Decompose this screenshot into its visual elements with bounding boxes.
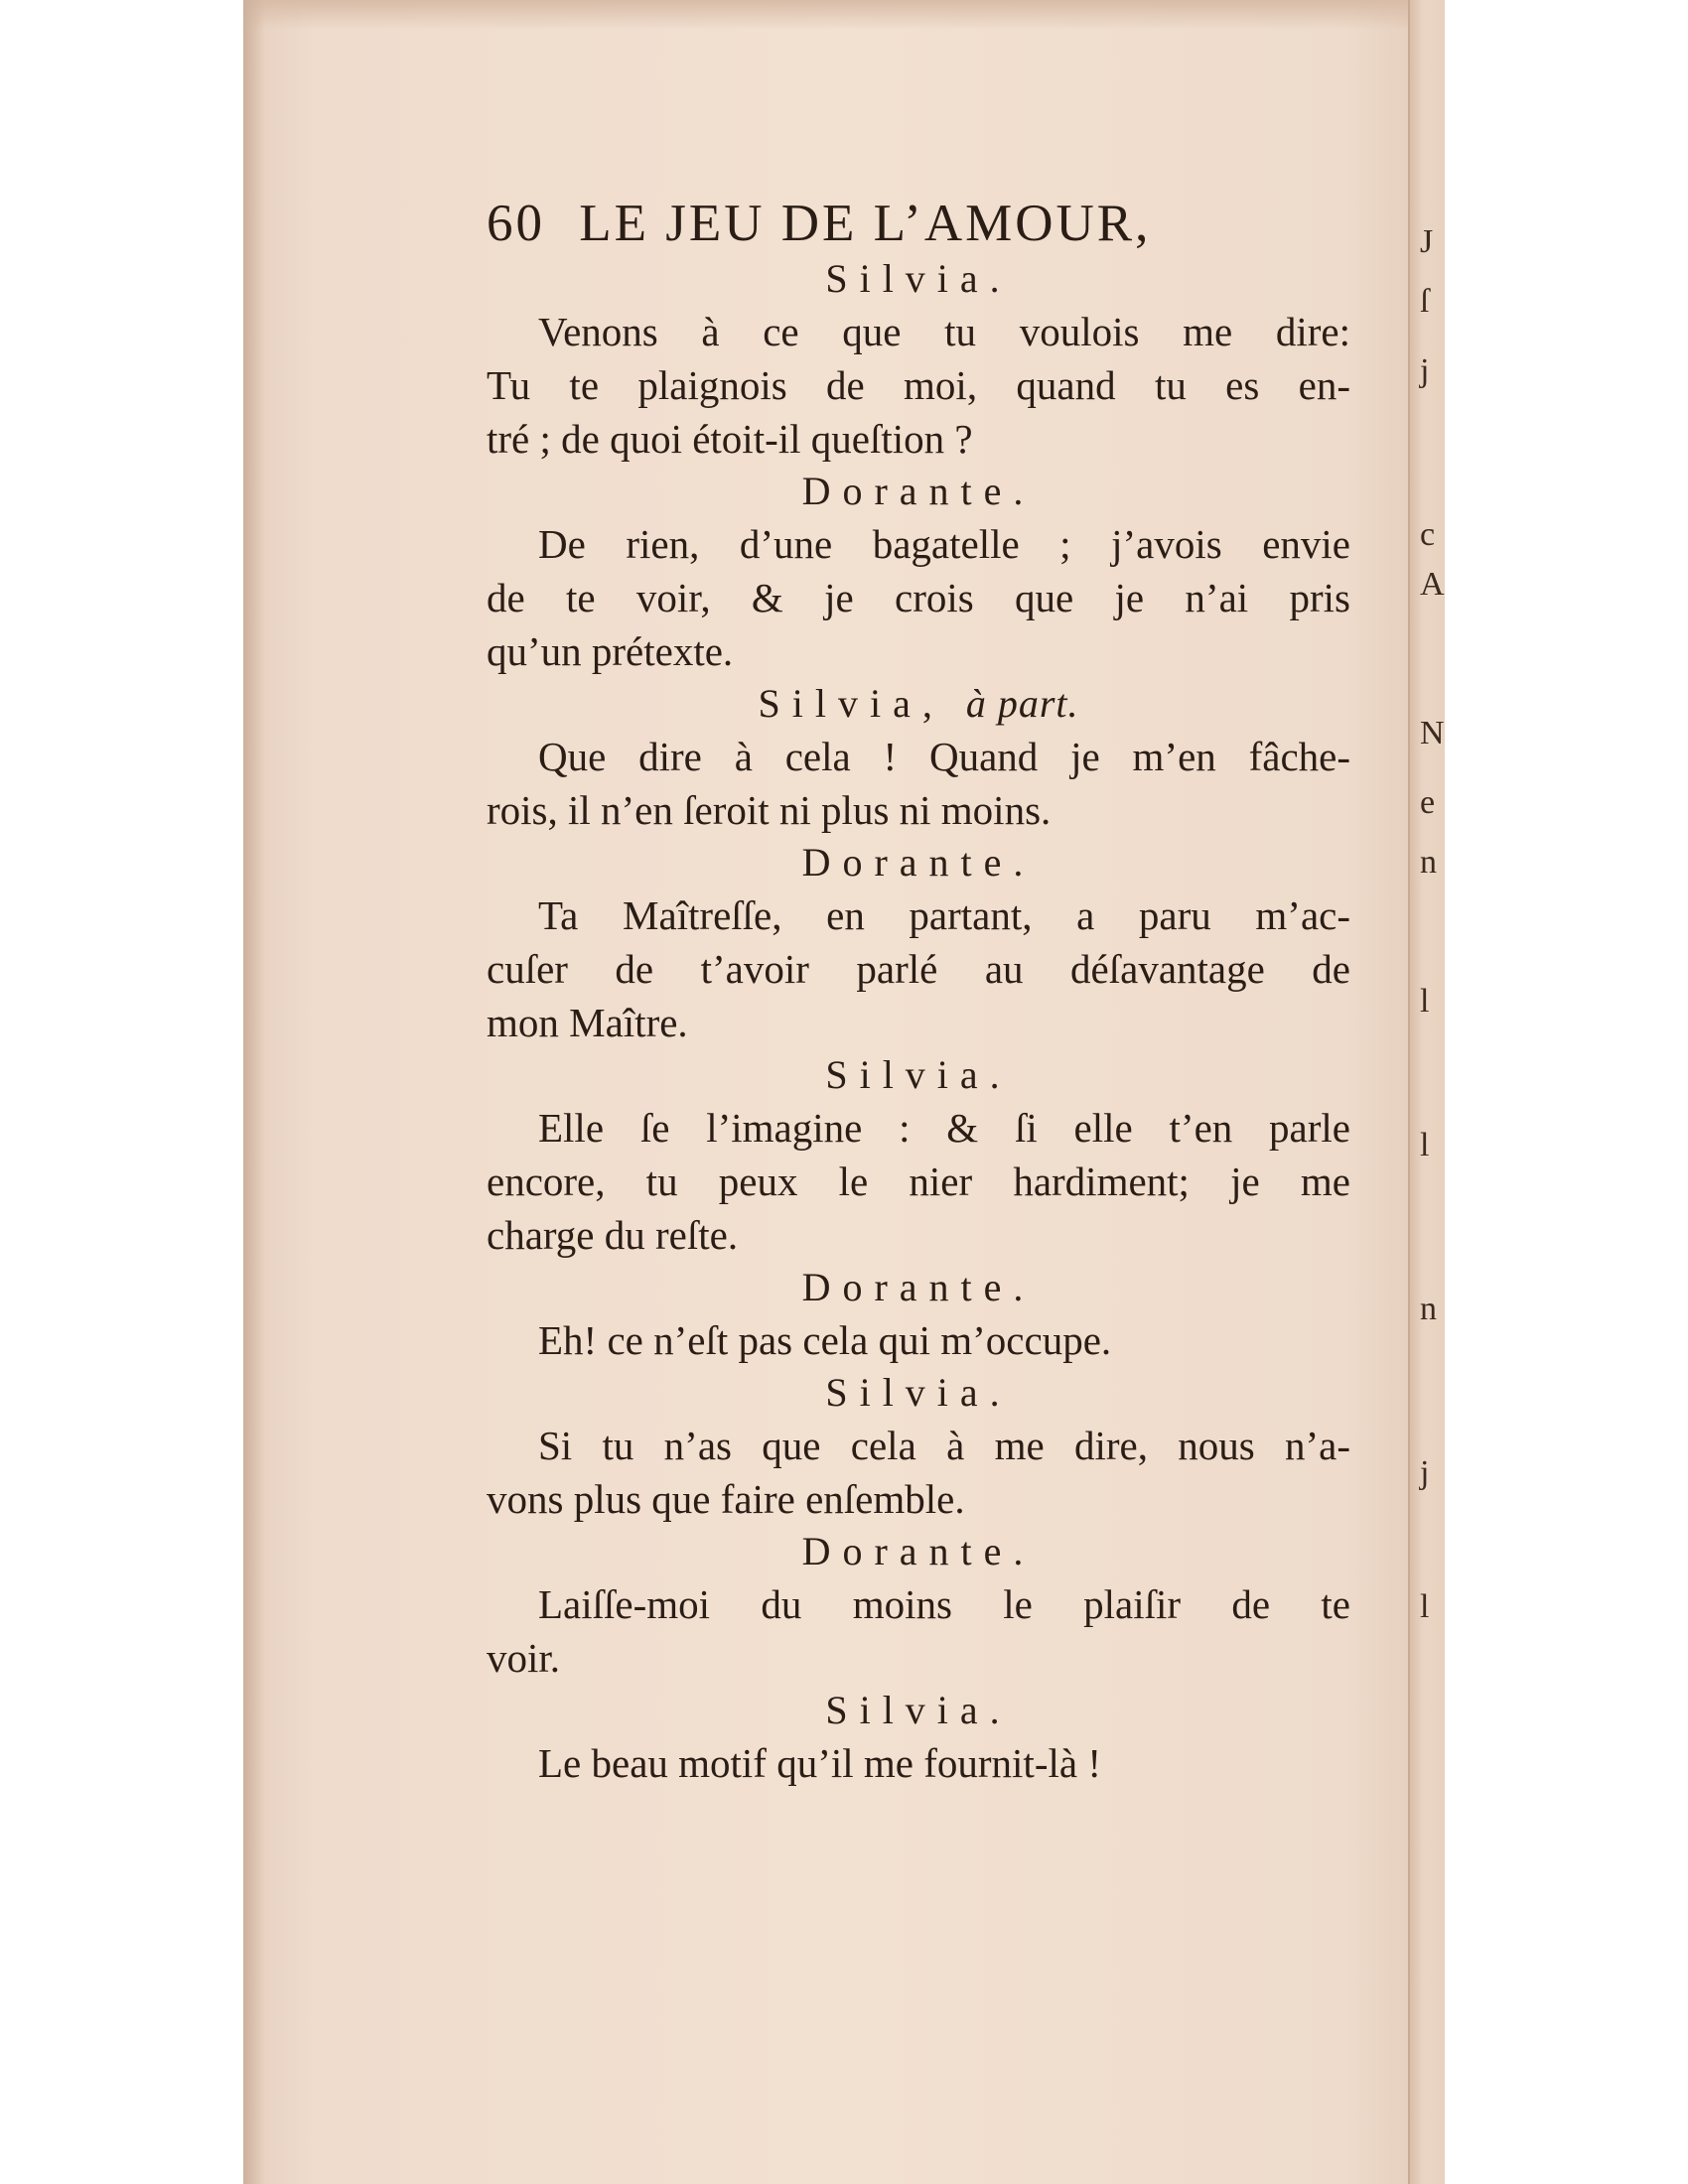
speaker-name: Dorante. [801, 1265, 1036, 1309]
text-line: charge du reſte. [487, 1212, 739, 1258]
speaker-name: Dorante. [801, 1529, 1036, 1573]
page-number: 60 [487, 195, 545, 252]
text-line: rois, il n’en ſeroit ni plus ni moins. [487, 787, 1052, 833]
running-head [487, 194, 1350, 253]
speaker-heading [487, 1049, 1350, 1101]
speaker-heading [487, 1526, 1350, 1577]
speaker-heading [487, 837, 1350, 888]
speaker-name: Silvia. [825, 1052, 1012, 1097]
page-gutter-shadow [243, 0, 265, 2184]
text-line: tré ; de quoi étoit-il queſtion ? [487, 416, 973, 462]
text-line: cuſer de t’avoir parlé au déſavantage de [487, 946, 1350, 992]
text-line: Laiſſe-moi du moins le plaiſir de te [538, 1581, 1350, 1627]
text-line: vons plus que faire enſemble. [487, 1476, 965, 1522]
facing-page-letter: l [1420, 983, 1430, 1020]
text-line: de te voir, & je crois que je n’ai pris [487, 575, 1350, 620]
text-line: Ta Maîtreſſe, en partant, a paru m’ac- [538, 892, 1350, 938]
speaker-heading [487, 678, 1350, 730]
facing-page-letter: J [1420, 223, 1434, 260]
facing-page-edge [1408, 0, 1445, 2184]
facing-page-letter: l [1420, 1588, 1430, 1625]
speaker-name: Silvia. [825, 256, 1012, 301]
text-line: encore, tu peux le nier hardiment; je me [487, 1159, 1350, 1204]
text-line: qu’un prétexte. [487, 628, 734, 674]
text-line: Elle ſe l’imagine : & ſi elle t’en parle [538, 1105, 1350, 1151]
text-line: Le beau motif qu’il me fournit-là ! [538, 1740, 1101, 1786]
text-line: Si tu n’as que cela à me dire, nous n’a- [538, 1423, 1350, 1468]
text-line: Que dire à cela ! Quand je m’en fâche- [538, 734, 1350, 779]
facing-page-letter: N [1420, 715, 1445, 751]
text-line: Eh! ce n’eſt pas cela qui m’occupe. [538, 1317, 1112, 1363]
facing-page-letter: j [1420, 1454, 1430, 1491]
speaker-heading [487, 466, 1350, 517]
text-line: De rien, d’une bagatelle ; j’avois envie [538, 521, 1350, 567]
page-top-shadow [243, 0, 1443, 30]
text-line: voir. [487, 1635, 561, 1681]
facing-page-letter: c [1420, 516, 1436, 553]
speaker-heading [487, 253, 1350, 305]
speaker-heading [487, 1262, 1350, 1313]
speaker-name: Silvia. [825, 1370, 1012, 1415]
dialogue [487, 253, 1350, 1790]
play-text [487, 194, 1350, 1790]
text-line: Venons à ce que tu voulois me dire: [538, 309, 1350, 354]
running-title: LE JEU DE L’AMOUR, [579, 195, 1152, 252]
speaker-heading [487, 1367, 1350, 1419]
facing-page-letter: ſ [1420, 283, 1430, 320]
facing-page-letter: j [1420, 352, 1430, 389]
speaker-name: Dorante. [801, 840, 1036, 885]
facing-page-letter: A [1420, 566, 1445, 603]
facing-page-letter: n [1420, 1291, 1437, 1327]
stage-direction: à part. [965, 681, 1079, 726]
speaker-name: Silvia, [758, 681, 944, 726]
text-line: Tu te plaignois de moi, quand tu es en- [487, 362, 1350, 408]
speaker-name: Dorante. [801, 469, 1036, 513]
facing-page-letter: n [1420, 844, 1437, 881]
facing-page-letter: l [1420, 1127, 1430, 1163]
speaker-heading [487, 1685, 1350, 1736]
facing-page-letter: e [1420, 784, 1436, 821]
speaker-name: Silvia. [825, 1688, 1012, 1732]
text-line: mon Maître. [487, 1000, 688, 1045]
